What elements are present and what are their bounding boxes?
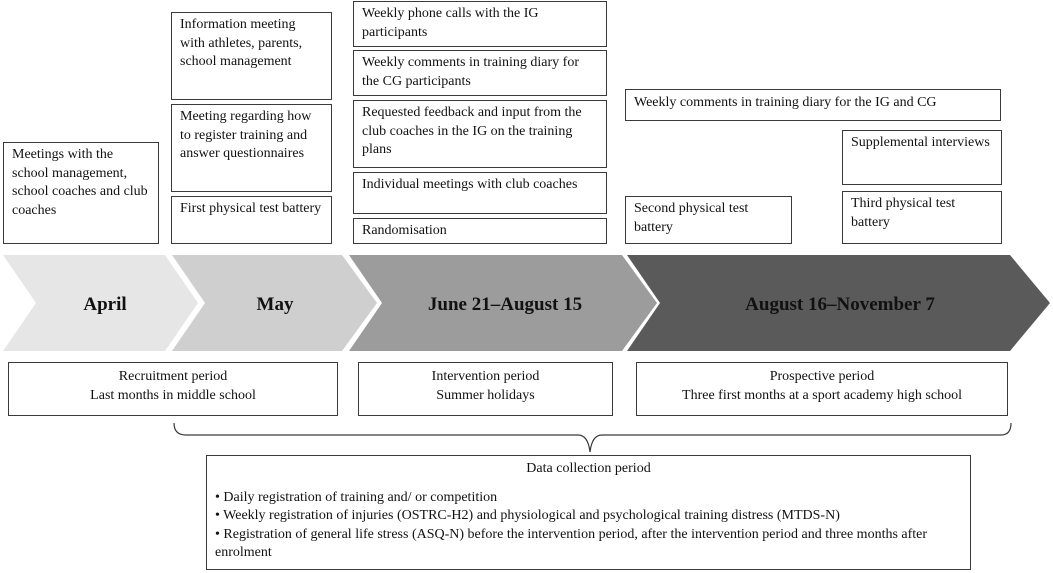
phase-label-august-november: August 16–November 7 — [745, 294, 935, 315]
intervention-period-subtitle: Summer holidays — [436, 387, 535, 403]
june-individual-meetings-box: Individual meetings with club coaches — [353, 172, 607, 214]
data-collection-item-daily: • Daily registration of training and/ or competition — [215, 489, 498, 505]
recruitment-period-box — [8, 362, 338, 416]
april-meetings-box: Meetings with the school management, school coaches and club coaches — [3, 142, 159, 244]
may-info-meeting-box: Information meeting with athletes, parents, school management — [171, 12, 332, 100]
may-first-test-box: First physical test battery — [171, 196, 332, 244]
recruitment-period-subtitle: Last months in middle school — [90, 387, 256, 403]
data-collection-brace — [174, 423, 1011, 452]
june-feedback-box: Requested feedback and input from the club coaches in the IG on the training plans — [353, 100, 607, 168]
may-register-meeting-box: Meeting regarding how to register training and answer questionnaires — [171, 104, 332, 192]
phase-label-may: May — [256, 294, 294, 315]
data-collection-list — [215, 489, 962, 563]
prospective-period-subtitle: Three first months at a sport academy high school — [682, 387, 962, 403]
intervention-period-box — [358, 362, 613, 416]
august-second-test-box: Second physical test battery — [625, 196, 792, 244]
data-collection-item-stress: • Registration of general life stress (ASQ-N) before the intervention period, after the intervention period and three months after enrolment — [215, 526, 928, 560]
june-diary-cg-box: Weekly comments in training diary for the CG participants — [353, 50, 607, 96]
august-diary-box: Weekly comments in training diary for the IG and CG — [625, 89, 1001, 121]
phase-label-april: April — [83, 294, 127, 315]
intervention-period-title: Intervention period — [431, 369, 540, 384]
prospective-period-box — [636, 362, 1008, 416]
data-collection-item-weekly: • Weekly registration of injuries (OSTRC-H2) and physiological and psychological training distress (MTDS-N) — [215, 508, 840, 523]
recruitment-period-title: Recruitment period — [118, 369, 228, 384]
august-third-test-box: Third physical test battery — [842, 191, 1002, 244]
phase-label-june-august: June 21–August 15 — [427, 294, 583, 315]
data-collection-box — [206, 455, 971, 570]
june-phone-calls-box: Weekly phone calls with the IG participants — [353, 1, 607, 47]
prospective-period-title: Prospective period — [769, 369, 875, 384]
june-randomisation-box: Randomisation — [353, 218, 607, 244]
data-collection-title: Data collection period — [526, 461, 651, 476]
august-supplemental-box: Supplemental interviews — [842, 130, 1002, 185]
